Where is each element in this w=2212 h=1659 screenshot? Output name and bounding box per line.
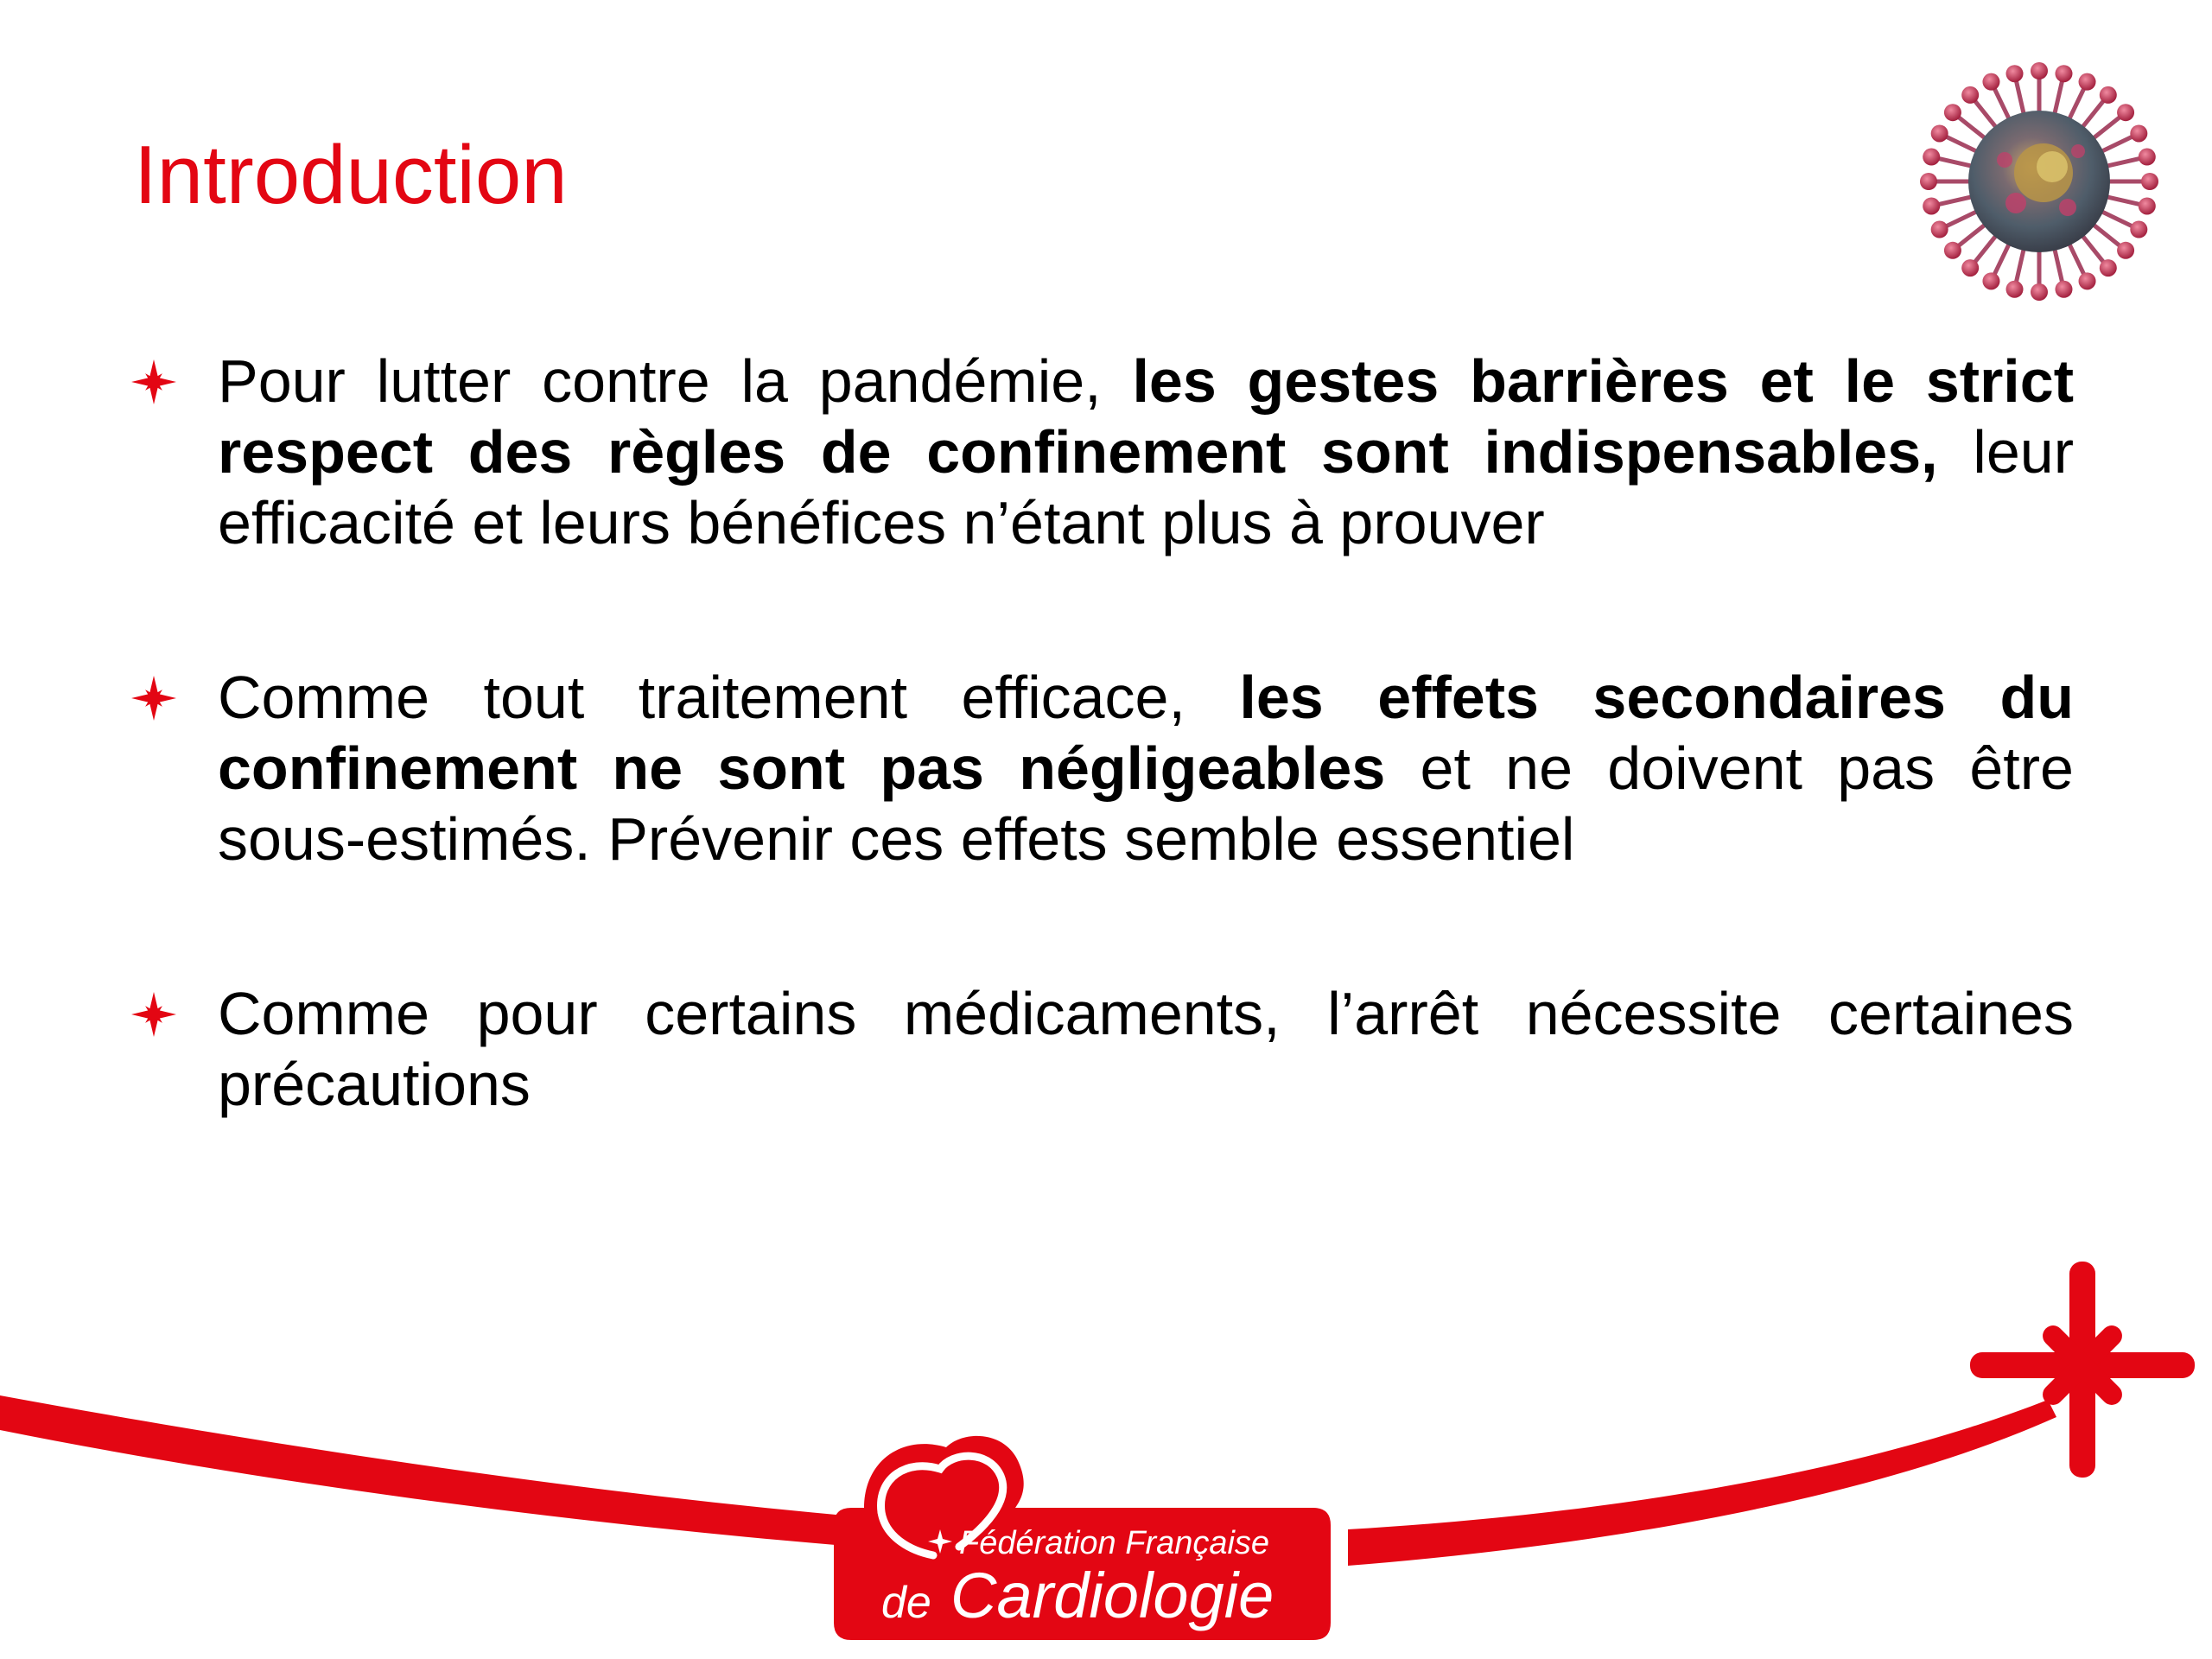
coronavirus-image [1914, 56, 2164, 307]
left-swoosh [0, 1395, 855, 1547]
red-star-icon [130, 990, 178, 1039]
slide-title: Introduction [134, 129, 568, 221]
bullet-item [130, 978, 2074, 1120]
logo-line2-prefix: de [881, 1578, 931, 1628]
bullet-text-bold: les effets secondaires du confinement ne sont pas négligeables [218, 664, 2074, 802]
logo-line2: Cardiologie [950, 1560, 1274, 1631]
bullet-text-regular: et ne doivent pas être sous-estimés. Prévenir ces effets semble essentiel [218, 734, 2074, 873]
bullet-item [130, 662, 2074, 874]
bullet-text-regular: Comme tout traitement efficace, [218, 664, 1240, 731]
bullet-text-regular: Pour lutter contre la pandémie, [218, 347, 1133, 415]
bullet-list [130, 346, 2074, 1120]
bullet-item [130, 346, 2074, 558]
bullet-text-regular: leur efficacité et leurs bénéfices n’étant plus à prouver [218, 418, 2075, 556]
bullet-text-regular: Comme pour certains médicaments, l’arrêt nécessite certaines précautions [218, 980, 2074, 1118]
red-cross-star-icon [1970, 1262, 2195, 1478]
logo-line1: Fédération Française [959, 1525, 1270, 1561]
bullet-text-bold: les gestes barrières et le strict respect des règles de confinement sont indispensables, [218, 347, 2074, 486]
red-star-icon [130, 674, 178, 722]
red-star-icon [130, 358, 178, 406]
right-swoosh [1348, 1400, 2056, 1566]
ffc-logo [830, 1426, 1339, 1642]
